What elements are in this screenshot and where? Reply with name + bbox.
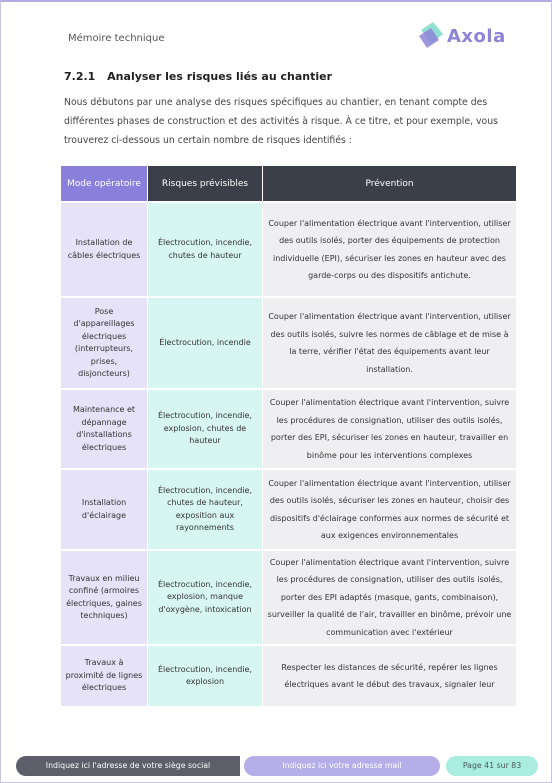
- cell-mode: Travaux à proximité de lignes électriques: [61, 645, 148, 706]
- table-row: [61, 202, 517, 297]
- cell-prevention: Couper l'alimentation électrique avant l'intervention, suivre les procédures de consignation, utiliser des outils isolés, porter des EPI, sécuriser les zones en hauteur, travailler en binôme pour les interventions complexes: [263, 389, 517, 469]
- section-number: 7.2.1: [64, 70, 96, 83]
- header-mode: Mode opératoire: [61, 166, 148, 202]
- cell-risks: Électrocution, incendie, chutes de hauteur: [148, 202, 263, 297]
- table-row: [61, 550, 517, 645]
- footer-address: Indiquez ici l'adresse de votre siège social: [16, 756, 240, 776]
- cell-mode: Pose d'appareillages électriques (interrupteurs, prises, disjoncteurs): [61, 297, 148, 389]
- intro-paragraph: Nous débutons par une analyse des risques spécifiques au chantier, en tenant compte des différentes phases de construction et des activités à risque. À ce titre, et pour exemple, vous trouverez ci-dessous un certain nombre de risques identifiés :: [64, 97, 498, 146]
- footer-email: Indiquez ici votre adresse mail: [244, 756, 440, 776]
- header-risks: Risques prévisibles: [148, 166, 263, 202]
- cell-prevention: Couper l'alimentation électrique avant l'intervention, utiliser des outils isolés, sécuriser les zones en hauteur, choisir des dispositifs d'éclairage conformes aux normes de sécurité et aux exigences environnementales: [263, 469, 517, 550]
- cell-prevention: Couper l'alimentation électrique avant l'intervention, utiliser des outils isolés, porter des équipements de protection individuelle (EPI), sécuriser les zones en hauteur avec des garde-corps ou des dispositifs antichute.: [263, 202, 517, 297]
- header-prevention: Prévention: [263, 166, 517, 202]
- cell-prevention: Respecter les distances de sécurité, repérer les lignes électriques avant le début des travaux, signaler leur: [263, 645, 517, 706]
- page-footer: [16, 756, 538, 776]
- cell-mode: Installation d'éclairage: [61, 469, 148, 550]
- section-heading: [64, 70, 332, 83]
- cell-prevention: Couper l'alimentation électrique avant l'intervention, utiliser des outils isolés, suivre les normes de câblage et de mise à la terre, vérifier l'état des équipements avant leur installation.: [263, 297, 517, 389]
- cell-risks: Électrocution, incendie, explosion, manque d'oxygène, intoxication: [148, 550, 263, 645]
- document-title: Mémoire technique: [68, 33, 165, 44]
- cell-prevention: Couper l'alimentation électrique avant l'intervention, suivre les procédures de consignation, utiliser des outils isolés, porter des EPI adaptés (masque, gants, combinaison), surveiller la qualité de l'air, travailler en binôme, prévoir une communication avec l'extérieur: [263, 550, 517, 645]
- cell-mode: Travaux en milieu confiné (armoires électriques, gaines techniques): [61, 550, 148, 645]
- table-row: [61, 469, 517, 550]
- cell-mode: Installation de câbles électriques: [61, 202, 148, 297]
- brand-logo: [417, 18, 512, 54]
- cell-risks: Électrocution, incendie, chutes de hauteur, exposition aux rayonnements: [148, 469, 263, 550]
- cell-risks: Électrocution, incendie, explosion, chutes de hauteur: [148, 389, 263, 469]
- cell-risks: Électrocution, incendie, explosion: [148, 645, 263, 706]
- table-header-row: [61, 166, 517, 202]
- table-row: [61, 389, 517, 469]
- logo-wordmark: Axola: [447, 26, 506, 47]
- footer-page-number: Page 41 sur 83: [446, 756, 538, 776]
- table-row: [61, 645, 517, 706]
- cell-mode: Maintenance et dépannage d'installations électriques: [61, 389, 148, 469]
- section-title-text: Analyser les risques liés au chantier: [107, 70, 333, 83]
- logo-mark-icon: [417, 18, 447, 52]
- risk-table: [61, 166, 517, 706]
- table-row: [61, 297, 517, 389]
- cell-risks: Électrocution, incendie: [148, 297, 263, 389]
